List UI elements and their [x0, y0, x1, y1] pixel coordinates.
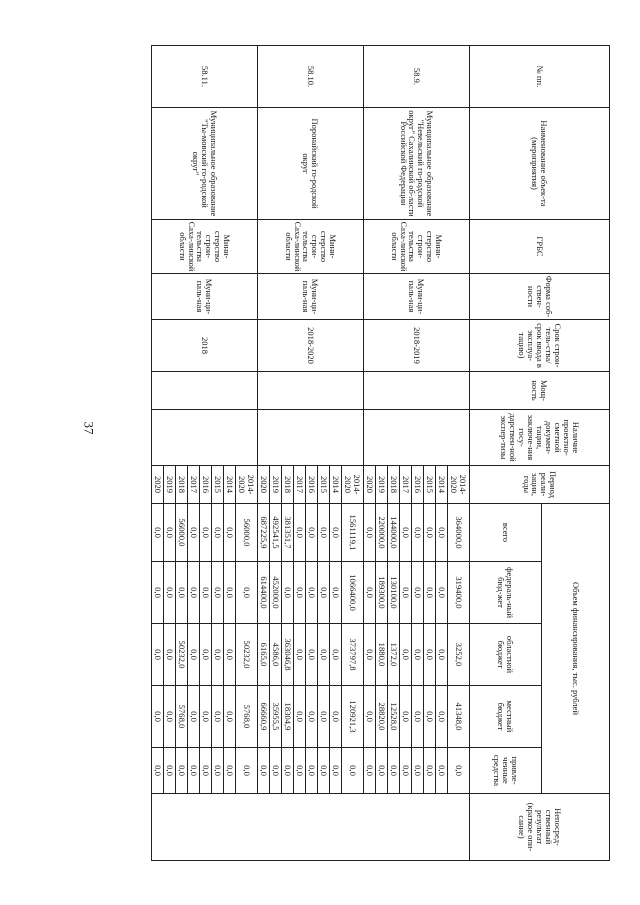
funding-table-sheet: [95, 45, 610, 860]
regional-budget-cell: 0,0: [412, 624, 424, 686]
period-cell: 2019: [270, 466, 282, 504]
row-number-cell: 58.11.: [152, 46, 258, 108]
attracted-funds-cell: 0,0: [236, 748, 258, 794]
federal-budget-cell: 130100,0: [388, 562, 400, 624]
local-budget-cell: 0,0: [294, 686, 306, 748]
total-cell: 0,0: [306, 504, 318, 562]
federal-budget-cell: 0,0: [400, 562, 412, 624]
local-budget-cell: 66660,9: [258, 686, 270, 748]
construction-deadline-cell: 2018: [152, 320, 258, 372]
table-body: [152, 46, 470, 861]
period-cell: 2017: [188, 466, 200, 504]
header-ownership: Форма соб-ствен-ности: [470, 274, 610, 320]
total-cell: 1561119,1: [342, 504, 364, 562]
regional-budget-cell: 0,0: [224, 624, 236, 686]
regional-budget-cell: 0,0: [164, 624, 176, 686]
capacity-cell: [258, 372, 364, 410]
attracted-funds-cell: 0,0: [200, 748, 212, 794]
result-cell: [152, 794, 470, 861]
row-number-cell: 58.10.: [258, 46, 364, 108]
local-budget-cell: 41348,0: [448, 686, 470, 748]
period-cell: 2019: [164, 466, 176, 504]
regional-budget-cell: 0,0: [212, 624, 224, 686]
period-cell: 2014-2020: [448, 466, 470, 504]
local-budget-cell: 0,0: [330, 686, 342, 748]
attracted-funds-cell: 0,0: [388, 748, 400, 794]
local-budget-cell: 0,0: [164, 686, 176, 748]
local-budget-cell: 120921,3: [342, 686, 364, 748]
header-grbs: ГРБС: [470, 220, 610, 274]
header-federal: федераль-ный бюд-жет: [470, 562, 542, 624]
period-cell: 2014: [436, 466, 448, 504]
regional-budget-cell: 0,0: [306, 624, 318, 686]
attracted-funds-cell: 0,0: [424, 748, 436, 794]
header-funding: Объем финансирования, тыс. рублей: [542, 504, 610, 794]
regional-budget-cell: 363046,8: [282, 624, 294, 686]
attracted-funds-cell: 0,0: [270, 748, 282, 794]
total-cell: 0,0: [212, 504, 224, 562]
header-result: Непосред-ственный результат (краткое опи-сание): [470, 794, 610, 861]
total-cell: 144000,0: [388, 504, 400, 562]
local-budget-cell: 0,0: [412, 686, 424, 748]
local-budget-cell: 0,0: [400, 686, 412, 748]
row-number-cell: 58.9.: [364, 46, 470, 108]
period-cell: 2016: [200, 466, 212, 504]
regional-budget-cell: 0,0: [188, 624, 200, 686]
federal-budget-cell: 0,0: [164, 562, 176, 624]
attracted-funds-cell: 0,0: [176, 748, 188, 794]
total-cell: 56000,0: [176, 504, 188, 562]
attracted-funds-cell: 0,0: [164, 748, 176, 794]
funding-table: [151, 45, 610, 861]
regional-budget-cell: 0,0: [330, 624, 342, 686]
regional-budget-cell: 0,0: [436, 624, 448, 686]
federal-budget-cell: 0,0: [424, 562, 436, 624]
table-row: [342, 46, 364, 861]
local-budget-cell: 0,0: [212, 686, 224, 748]
header-period: Период реали-зации, годы: [470, 466, 610, 504]
total-cell: 0,0: [400, 504, 412, 562]
federal-budget-cell: 0,0: [152, 562, 164, 624]
total-cell: 0,0: [412, 504, 424, 562]
federal-budget-cell: 0,0: [282, 562, 294, 624]
federal-budget-cell: 0,0: [364, 562, 376, 624]
period-cell: 2015: [424, 466, 436, 504]
period-cell: 2018: [282, 466, 294, 504]
federal-budget-cell: 0,0: [330, 562, 342, 624]
header-deadline: Срок строи-тель-ства/срок ввода в эксплуа-тацию): [470, 320, 610, 372]
total-cell: 220000,0: [376, 504, 388, 562]
object-name-cell: Муниципальное образование "Ты-мовский го-родской округ": [152, 108, 258, 220]
total-cell: 0,0: [164, 504, 176, 562]
regional-budget-cell: 4586,0: [270, 624, 282, 686]
object-name-cell: Поронайский го-родской округ: [258, 108, 364, 220]
grbs-cell: Мини-стерство строи-тельства Саха-линской области: [152, 220, 258, 274]
local-budget-cell: 0,0: [364, 686, 376, 748]
federal-budget-cell: 0,0: [200, 562, 212, 624]
local-budget-cell: 18304,9: [282, 686, 294, 748]
attracted-funds-cell: 0,0: [400, 748, 412, 794]
period-cell: 2015: [318, 466, 330, 504]
period-cell: 2020: [258, 466, 270, 504]
federal-budget-cell: 0,0: [436, 562, 448, 624]
period-cell: 2014-2020: [236, 466, 258, 504]
regional-budget-cell: 373797,8: [342, 624, 364, 686]
regional-budget-cell: 0,0: [400, 624, 412, 686]
header-no: № пп.: [470, 46, 610, 108]
period-cell: 2014: [330, 466, 342, 504]
attracted-funds-cell: 0,0: [376, 748, 388, 794]
table-header: [470, 46, 610, 861]
regional-budget-cell: 50232,0: [176, 624, 188, 686]
period-cell: 2016: [306, 466, 318, 504]
capacity-cell: [364, 372, 470, 410]
period-cell: 2019: [376, 466, 388, 504]
design-docs-cell: [258, 410, 364, 466]
local-budget-cell: 5768,0: [236, 686, 258, 748]
attracted-funds-cell: 0,0: [342, 748, 364, 794]
attracted-funds-cell: 0,0: [212, 748, 224, 794]
local-budget-cell: 0,0: [224, 686, 236, 748]
total-cell: 56000,0: [236, 504, 258, 562]
federal-budget-cell: 1066400,0: [342, 562, 364, 624]
total-cell: 0,0: [318, 504, 330, 562]
regional-budget-cell: 0,0: [424, 624, 436, 686]
regional-budget-cell: 0,0: [200, 624, 212, 686]
total-cell: 381351,7: [282, 504, 294, 562]
attracted-funds-cell: 0,0: [412, 748, 424, 794]
local-budget-cell: 12528,0: [388, 686, 400, 748]
total-cell: 364000,0: [448, 504, 470, 562]
local-budget-cell: 0,0: [424, 686, 436, 748]
regional-budget-cell: 0,0: [318, 624, 330, 686]
federal-budget-cell: 0,0: [188, 562, 200, 624]
federal-budget-cell: 0,0: [224, 562, 236, 624]
period-cell: 2020: [364, 466, 376, 504]
federal-budget-cell: 0,0: [212, 562, 224, 624]
total-cell: 0,0: [188, 504, 200, 562]
local-budget-cell: 5768,0: [176, 686, 188, 748]
regional-budget-cell: 0,0: [152, 624, 164, 686]
total-cell: 492541,5: [270, 504, 282, 562]
header-name: Наименование объек-та (мероприятия): [470, 108, 610, 220]
local-budget-cell: 0,0: [188, 686, 200, 748]
grbs-cell: Мини-стерство строи-тельства Саха-линской области: [258, 220, 364, 274]
period-cell: 2016: [412, 466, 424, 504]
grbs-cell: Мини-стерство строи-тельства Саха-линской области: [364, 220, 470, 274]
local-budget-cell: 0,0: [200, 686, 212, 748]
period-cell: 2018: [176, 466, 188, 504]
federal-budget-cell: 319400,0: [448, 562, 470, 624]
period-cell: 2020: [152, 466, 164, 504]
federal-budget-cell: 0,0: [306, 562, 318, 624]
federal-budget-cell: 0,0: [412, 562, 424, 624]
total-cell: 0,0: [294, 504, 306, 562]
design-docs-cell: [152, 410, 258, 466]
regional-budget-cell: 0,0: [294, 624, 306, 686]
ownership-cell: Муни-ци-паль-ная: [258, 274, 364, 320]
period-cell: 2014: [224, 466, 236, 504]
page-number: 37: [81, 421, 97, 435]
attracted-funds-cell: 0,0: [188, 748, 200, 794]
ownership-cell: Муни-ци-паль-ная: [364, 274, 470, 320]
attracted-funds-cell: 0,0: [258, 748, 270, 794]
total-cell: 0,0: [424, 504, 436, 562]
period-cell: 2017: [294, 466, 306, 504]
total-cell: 687225,9: [258, 504, 270, 562]
period-cell: 2017: [400, 466, 412, 504]
federal-budget-cell: 614400,0: [258, 562, 270, 624]
attracted-funds-cell: 0,0: [364, 748, 376, 794]
total-cell: 0,0: [200, 504, 212, 562]
local-budget-cell: 0,0: [152, 686, 164, 748]
total-cell: 0,0: [152, 504, 164, 562]
local-budget-cell: 0,0: [436, 686, 448, 748]
regional-budget-cell: 6165,0: [258, 624, 270, 686]
total-cell: 0,0: [364, 504, 376, 562]
federal-budget-cell: 0,0: [318, 562, 330, 624]
construction-deadline-cell: 2018-2019: [364, 320, 470, 372]
header-attracted: привле-ченные средства: [470, 748, 542, 794]
attracted-funds-cell: 0,0: [306, 748, 318, 794]
local-budget-cell: 35955,5: [270, 686, 282, 748]
regional-budget-cell: 0,0: [364, 624, 376, 686]
header-local: местный бюджет: [470, 686, 542, 748]
design-docs-cell: [364, 410, 470, 466]
regional-budget-cell: 1880,0: [376, 624, 388, 686]
header-regional: областной бюджет: [470, 624, 542, 686]
table-row: [236, 46, 258, 861]
total-cell: 0,0: [436, 504, 448, 562]
attracted-funds-cell: 0,0: [224, 748, 236, 794]
regional-budget-cell: 3252,0: [448, 624, 470, 686]
table-row: [448, 46, 470, 861]
federal-budget-cell: 0,0: [294, 562, 306, 624]
attracted-funds-cell: 0,0: [436, 748, 448, 794]
federal-budget-cell: 452000,0: [270, 562, 282, 624]
total-cell: 0,0: [224, 504, 236, 562]
period-cell: 2018: [388, 466, 400, 504]
attracted-funds-cell: 0,0: [282, 748, 294, 794]
object-name-cell: Муниципальное образование "Невельский го-родской округ" Сахалинской об-ласти Российской Федерации: [364, 108, 470, 220]
federal-budget-cell: 0,0: [236, 562, 258, 624]
local-budget-cell: 28820,0: [376, 686, 388, 748]
regional-budget-cell: 1372,0: [388, 624, 400, 686]
total-cell: 0,0: [330, 504, 342, 562]
ownership-cell: Муни-ци-паль-ная: [152, 274, 258, 320]
federal-budget-cell: 189300,0: [376, 562, 388, 624]
header-capacity: Мощ-ность: [470, 372, 610, 410]
attracted-funds-cell: 0,0: [318, 748, 330, 794]
federal-budget-cell: 0,0: [176, 562, 188, 624]
header-total: всего: [470, 504, 542, 562]
period-cell: 2015: [212, 466, 224, 504]
attracted-funds-cell: 0,0: [294, 748, 306, 794]
attracted-funds-cell: 0,0: [448, 748, 470, 794]
attracted-funds-cell: 0,0: [152, 748, 164, 794]
attracted-funds-cell: 0,0: [330, 748, 342, 794]
construction-deadline-cell: 2018-2020: [258, 320, 364, 372]
regional-budget-cell: 50232,0: [236, 624, 258, 686]
local-budget-cell: 0,0: [306, 686, 318, 748]
header-design-docs: Наличие проектно-сметной докумен-тации, заключе-ния госу-дарствен-ной экспер-тизы: [470, 410, 610, 466]
local-budget-cell: 0,0: [318, 686, 330, 748]
capacity-cell: [152, 372, 258, 410]
period-cell: 2014-2020: [342, 466, 364, 504]
